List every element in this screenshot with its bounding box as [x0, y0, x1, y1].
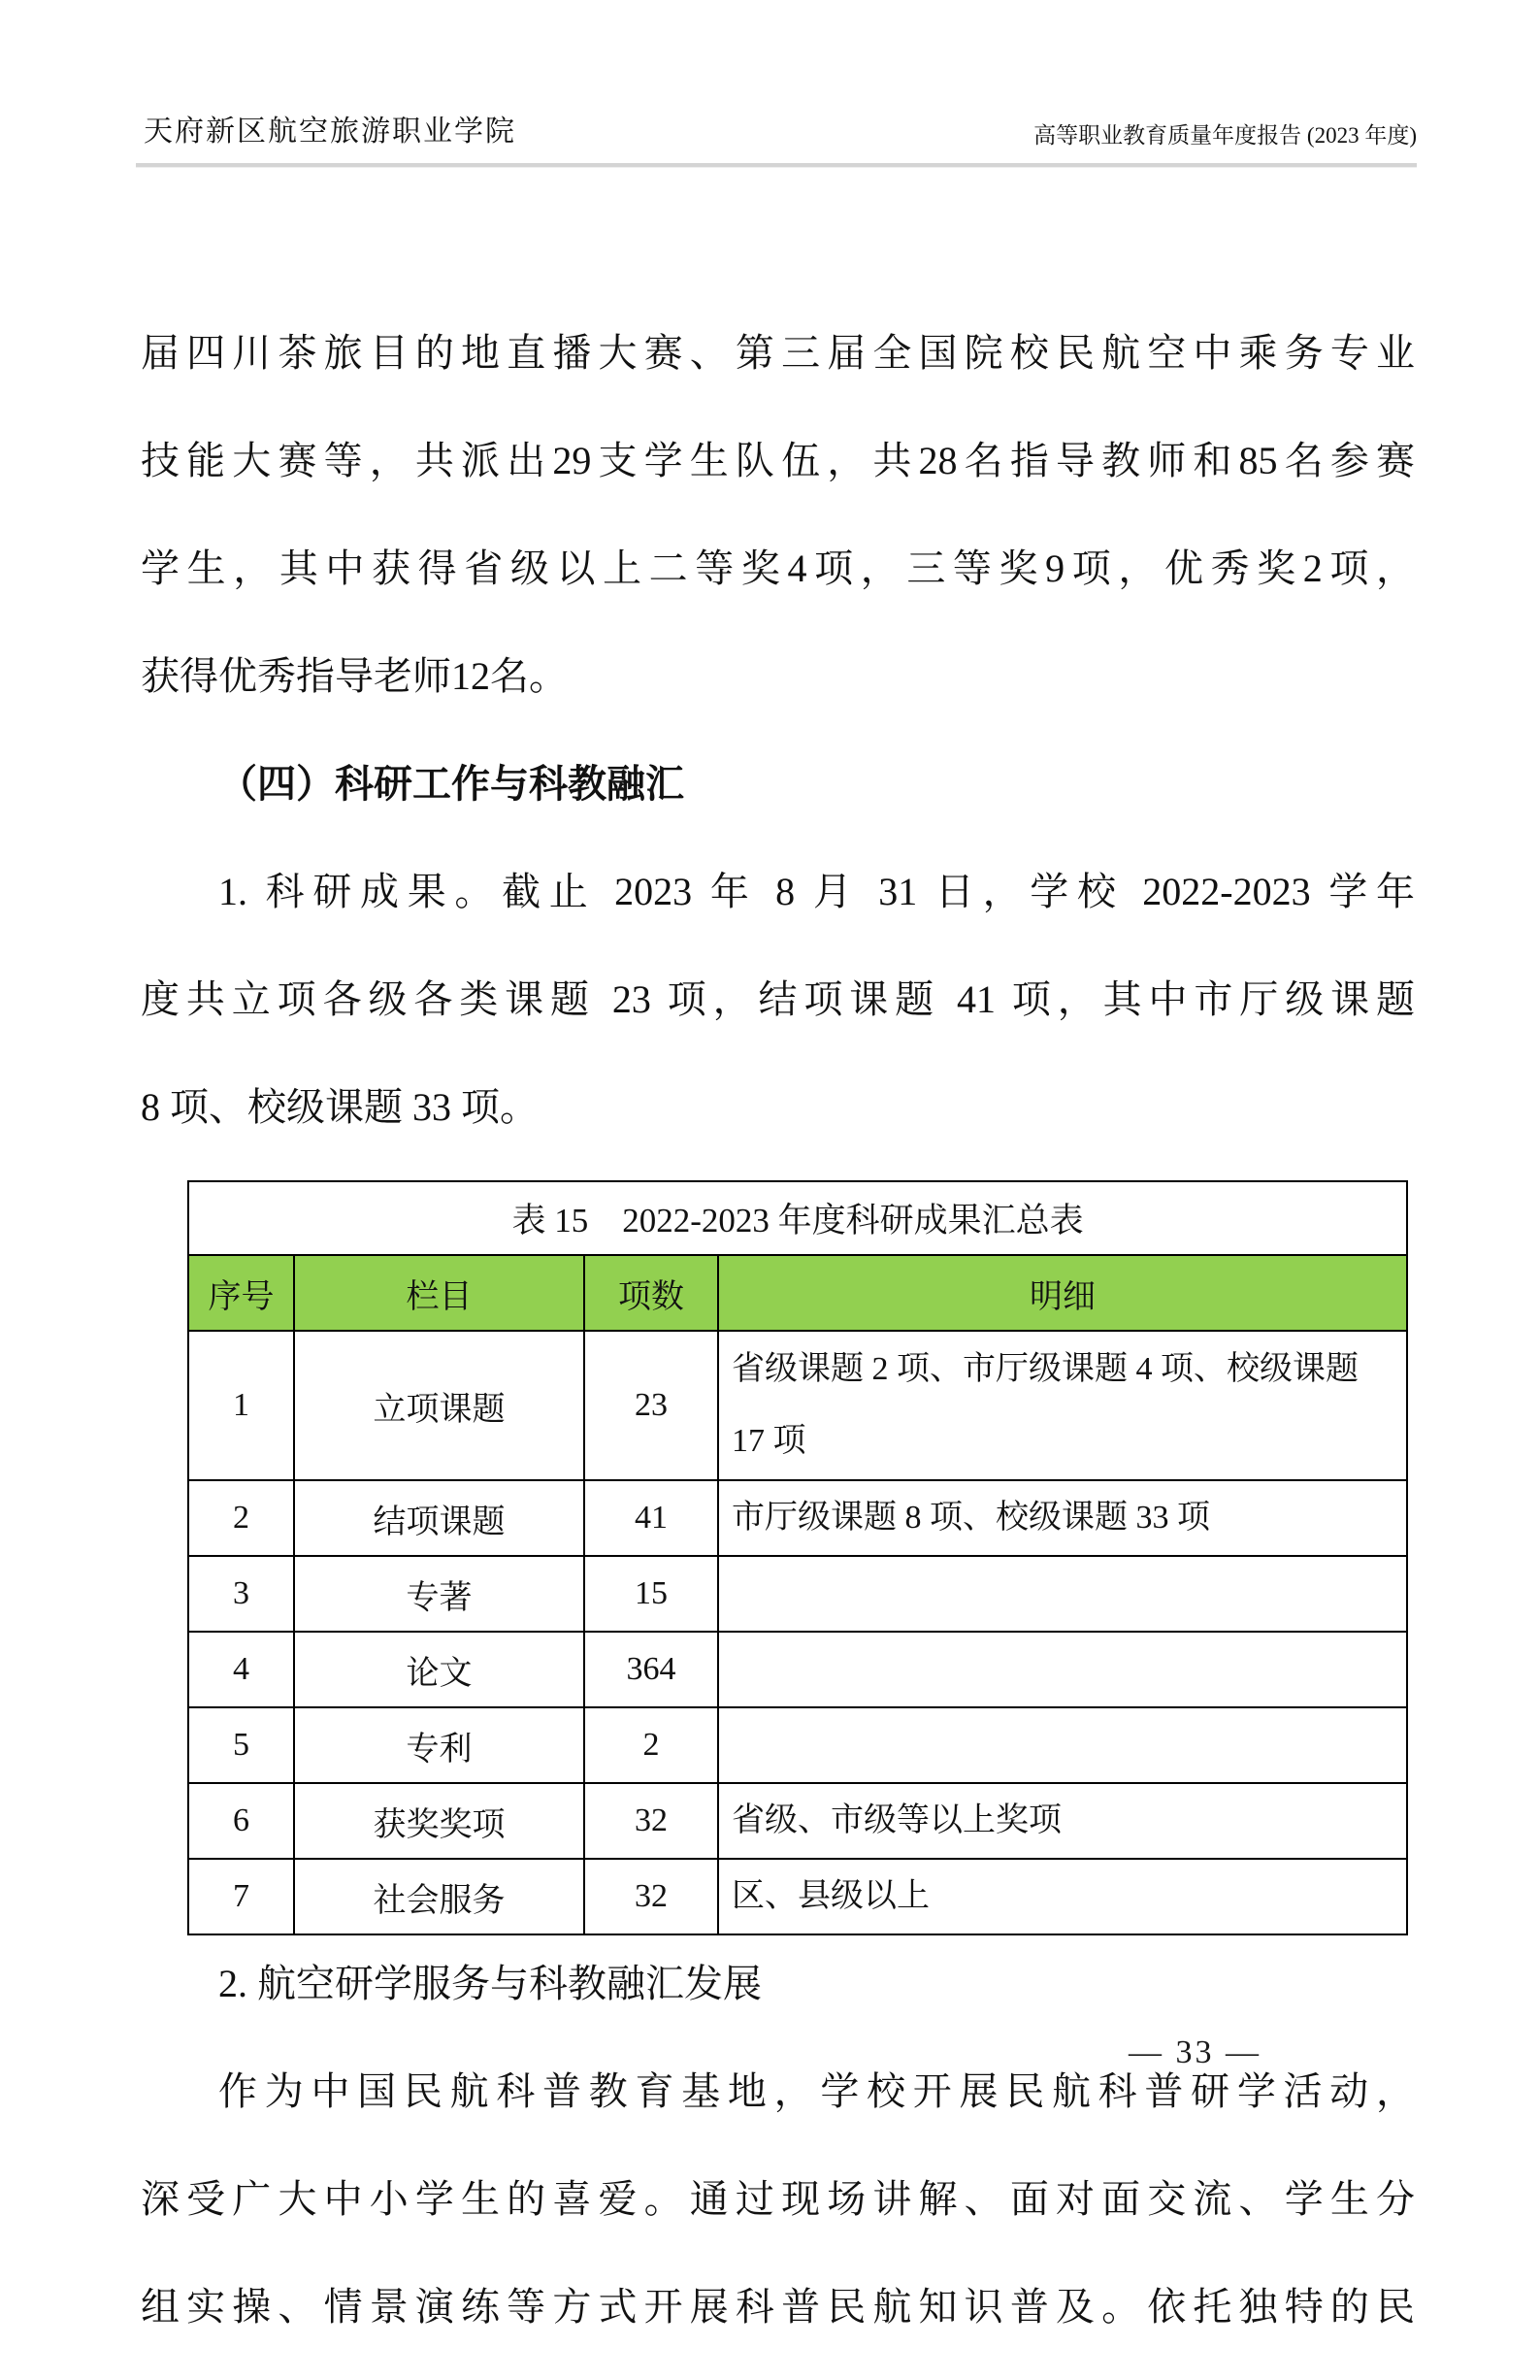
- para3-line-1: 作为中国民航科普教育基地，学校开展民航科普研学活动，: [218, 2069, 1415, 2113]
- para2-line-2: 度共立项各级各类课题 23 项，结项课题 41 项，其中市厅级课题: [141, 977, 1415, 1021]
- cell-detail: 区、县级以上: [718, 1859, 1407, 1934]
- para3-line-2: 深受广大中小学生的喜爱。通过现场讲解、面对面交流、学生分: [141, 2177, 1415, 2221]
- column-header-category: 栏目: [294, 1255, 584, 1331]
- cell-detail: [718, 1707, 1407, 1783]
- table-title: 表 15 2022-2023 年度科研成果汇总表: [188, 1181, 1407, 1255]
- cell-count: 32: [584, 1859, 718, 1934]
- cell-count: 15: [584, 1556, 718, 1632]
- table-title-row: [188, 1181, 1407, 1255]
- para1-line-4: 获得优秀指导老师12名。: [141, 654, 568, 698]
- cell-seq: 7: [188, 1859, 294, 1934]
- para3-line-3: 组实操、情景演练等方式开展科普民航知识普及。依托独特的民: [141, 2285, 1415, 2329]
- table-row: [188, 1859, 1407, 1934]
- research-results-table: [187, 1180, 1408, 1935]
- cell-detail: [718, 1556, 1407, 1632]
- header-report-title: 高等职业教育质量年度报告 (2023 年度): [1033, 123, 1417, 148]
- cell-count: 32: [584, 1783, 718, 1859]
- header-school-name: 天府新区航空旅游职业学院: [144, 116, 516, 148]
- page-number: — 33 —: [1129, 2034, 1261, 2070]
- cell-category: 论文: [294, 1632, 584, 1707]
- table-row: [188, 1331, 1407, 1480]
- cell-category: 专利: [294, 1707, 584, 1783]
- column-header-seq: 序号: [188, 1255, 294, 1331]
- table-header-row: [188, 1255, 1407, 1331]
- para1-line-2: 技能大赛等，共派出29支学生队伍，共28名指导教师和85名参赛: [141, 439, 1415, 482]
- page-header: [144, 107, 1417, 149]
- cell-seq: 2: [188, 1480, 294, 1556]
- cell-count: 41: [584, 1480, 718, 1556]
- cell-seq: 5: [188, 1707, 294, 1783]
- cell-count: 364: [584, 1632, 718, 1707]
- cell-category: 社会服务: [294, 1859, 584, 1934]
- table-row: [188, 1783, 1407, 1859]
- cell-detail: [718, 1632, 1407, 1707]
- column-header-detail: 明细: [718, 1255, 1407, 1331]
- cell-category: 专著: [294, 1556, 584, 1632]
- header-divider: [136, 163, 1417, 168]
- cell-category: 获奖奖项: [294, 1783, 584, 1859]
- cell-count: 2: [584, 1707, 718, 1783]
- para2-line-3: 8 项、校级课题 33 项。: [141, 1085, 539, 1129]
- table-row: [188, 1632, 1407, 1707]
- para1-line-3: 学生，其中获得省级以上二等奖4项，三等奖9项，优秀奖2项，: [141, 546, 1415, 590]
- para2-line-1: 1. 科研成果。截止 2023 年 8 月 31 日，学校 2022-2023 学年: [218, 870, 1415, 913]
- cell-detail: 市厅级课题 8 项、校级课题 33 项: [718, 1480, 1407, 1556]
- cell-seq: 3: [188, 1556, 294, 1632]
- cell-detail: 省级课题 2 项、市厅级课题 4 项、校级课题 17 项: [718, 1331, 1407, 1480]
- table-row: [188, 1480, 1407, 1556]
- column-header-count: 项数: [584, 1255, 718, 1331]
- table-row: [188, 1556, 1407, 1632]
- table-row: [188, 1707, 1407, 1783]
- cell-category: 结项课题: [294, 1480, 584, 1556]
- cell-category: 立项课题: [294, 1331, 584, 1480]
- section-heading-4: （四）科研工作与科教融汇: [218, 762, 684, 806]
- cell-seq: 6: [188, 1783, 294, 1859]
- cell-seq: 4: [188, 1632, 294, 1707]
- para1-line-1: 届四川茶旅目的地直播大赛、第三届全国院校民航空中乘务专业: [141, 331, 1415, 375]
- section-heading-2: 2. 航空研学服务与科教融汇发展: [218, 1962, 762, 2005]
- cell-seq: 1: [188, 1331, 294, 1480]
- cell-count: 23: [584, 1331, 718, 1480]
- cell-detail: 省级、市级等以上奖项: [718, 1783, 1407, 1859]
